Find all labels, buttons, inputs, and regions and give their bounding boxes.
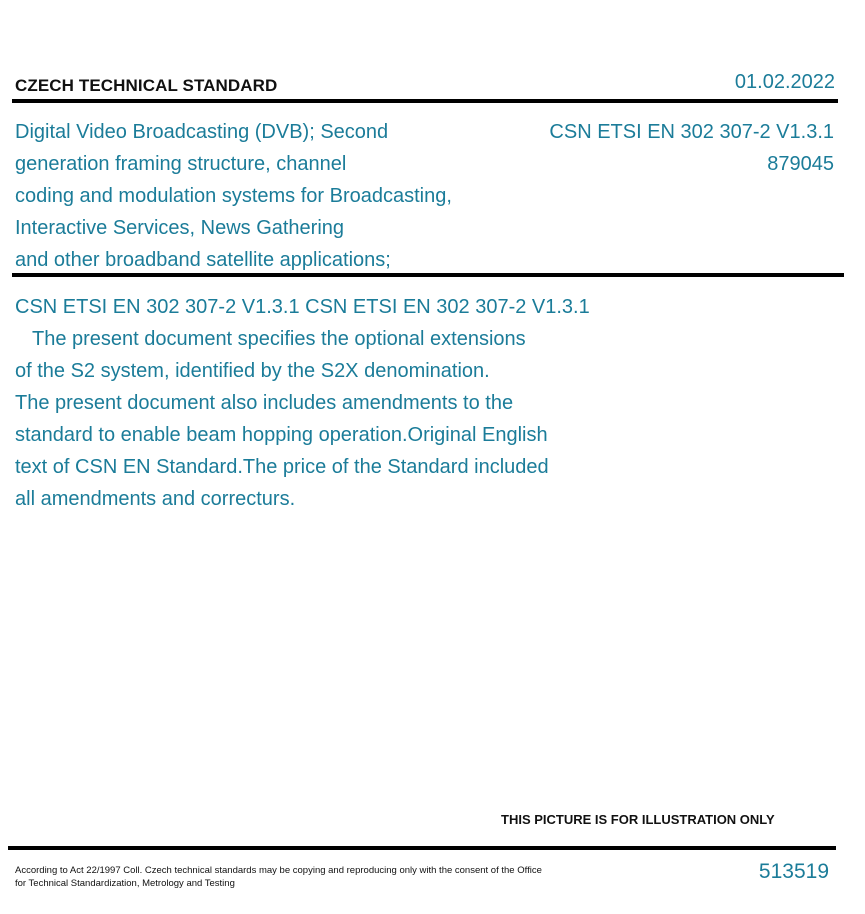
standard-type-label: CZECH TECHNICAL STANDARD (15, 76, 278, 95)
title-line: and other broadband satellite applications; (15, 249, 391, 271)
description-line: text of CSN EN Standard.The price of the Standard included (15, 456, 549, 478)
catalog-number: 879045 (767, 153, 834, 175)
publication-date: 01.02.2022 (734, 71, 835, 93)
bottom-divider (8, 846, 836, 850)
legal-notice (15, 864, 595, 890)
description-line: standard to enable beam hopping operation.Original English (15, 424, 548, 446)
illustration-disclaimer: THIS PICTURE IS FOR ILLUSTRATION ONLY (501, 812, 775, 827)
title-line: generation framing structure, channel (15, 153, 347, 175)
legal-notice-line: According to Act 22/1997 Coll. Czech technical standards may be copying and reproducing only with the consent of the Office (15, 865, 542, 876)
description-line: CSN ETSI EN 302 307-2 V1.3.1 CSN ETSI EN 302 307-2 V1.3.1 (15, 296, 590, 318)
title-line: Interactive Services, News Gathering (15, 217, 345, 239)
description-line: of the S2 system, identified by the S2X denomination. (15, 360, 490, 382)
title-line: coding and modulation systems for Broadcasting, (15, 185, 452, 207)
title-line: Digital Video Broadcasting (DVB); Second (15, 121, 389, 143)
document-description (15, 291, 655, 515)
standard-designation: CSN ETSI EN 302 307-2 V1.3.1 (549, 121, 834, 143)
description-line: The present document also includes amendments to the (15, 392, 514, 414)
document-title (15, 116, 505, 276)
description-line: The present document specifies the optional extensions (32, 328, 526, 350)
document-number: 513519 (758, 860, 829, 883)
legal-notice-line: for Technical Standardization, Metrology and Testing (15, 878, 235, 889)
standard-code-block (549, 116, 834, 180)
middle-divider (12, 273, 844, 277)
top-divider (12, 99, 838, 103)
description-line: all amendments and correcturs. (15, 488, 296, 510)
